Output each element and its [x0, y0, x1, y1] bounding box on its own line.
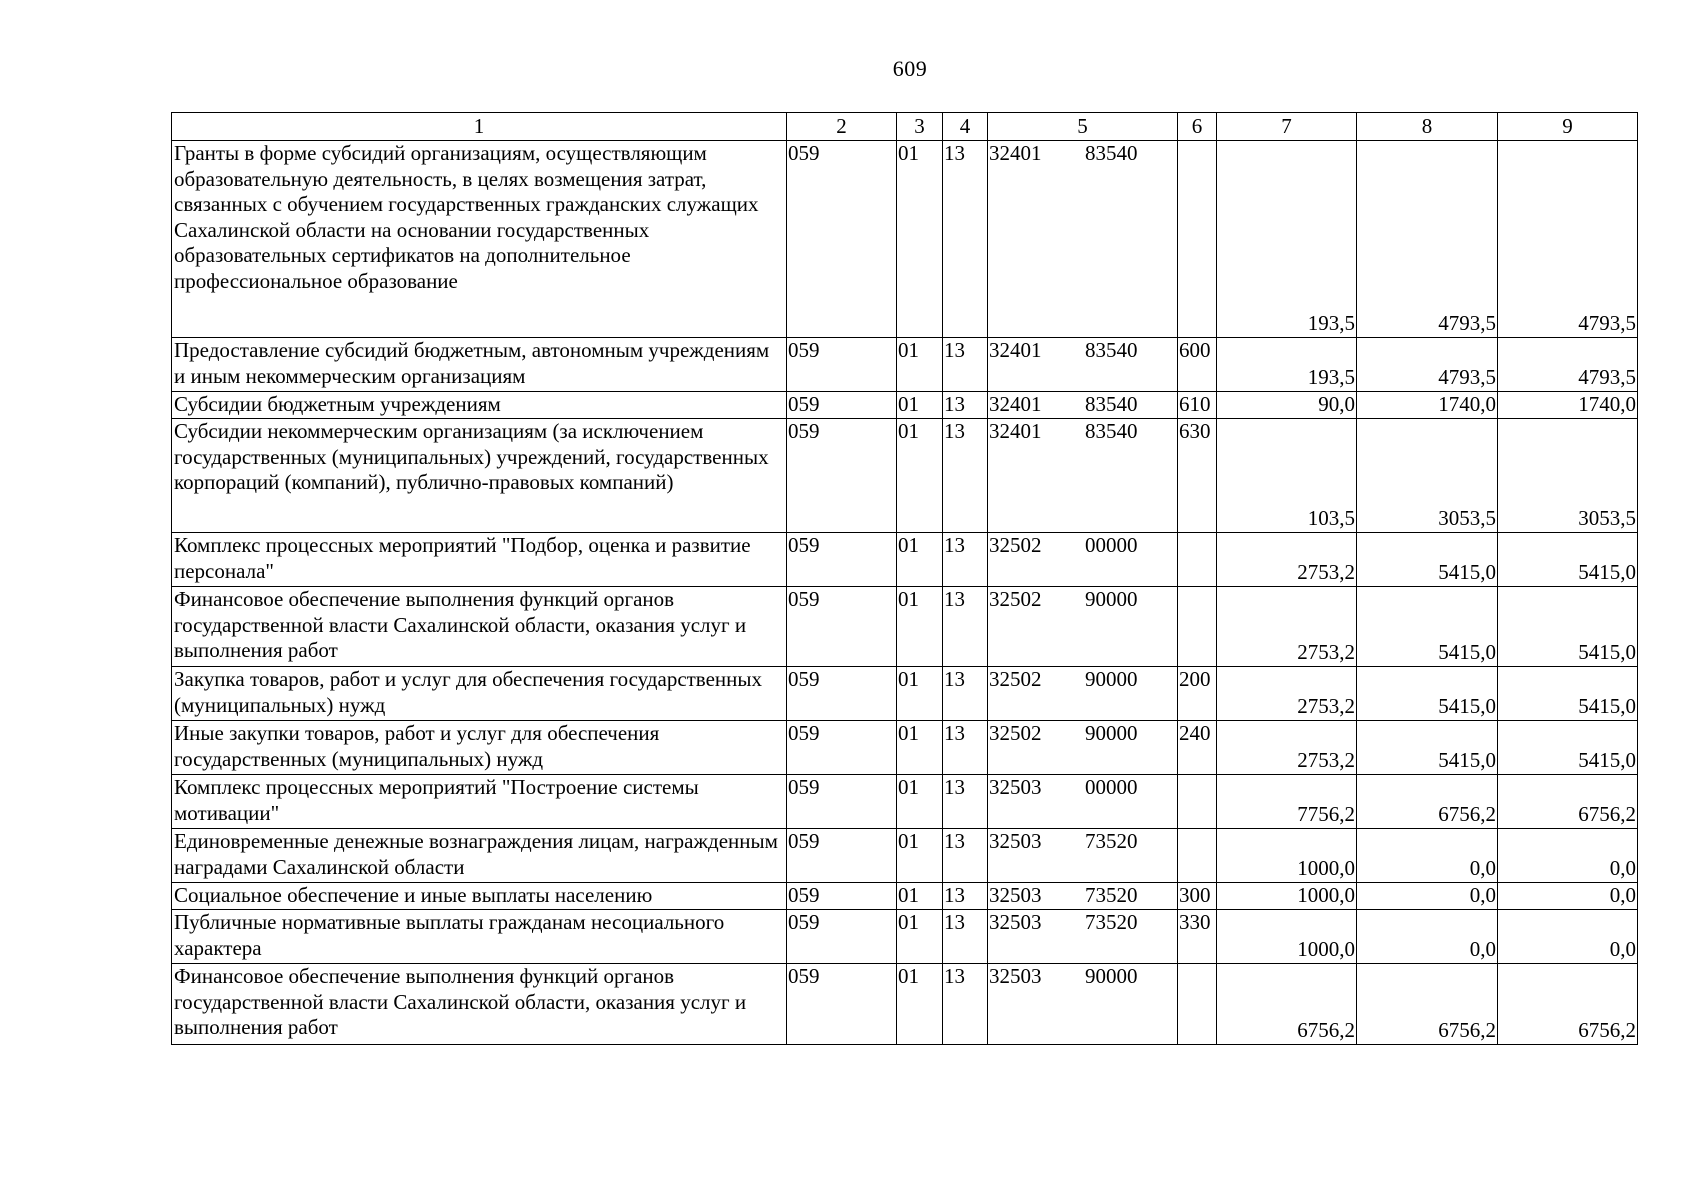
row-col-5-program: 32503 — [989, 910, 1042, 934]
row-col-5-program: 32503 — [989, 964, 1042, 988]
row-col-6: 610 — [1178, 392, 1217, 419]
row-col-5-program: 32502 — [989, 533, 1042, 557]
row-col-4: 13 — [943, 883, 988, 910]
row-col-5-direction: 00000 — [1085, 775, 1138, 799]
row-col-5-direction: 83540 — [1085, 392, 1138, 416]
row-col-3: 01 — [897, 667, 943, 721]
row-col-4: 13 — [943, 533, 988, 587]
row-name: Публичные нормативные выплаты гражданам несоциального характера — [172, 910, 787, 964]
row-col-5-direction: 90000 — [1085, 587, 1138, 611]
col-header-7: 7 — [1217, 113, 1357, 141]
row-col-9: 5415,0 — [1498, 721, 1638, 775]
row-col-7: 1000,0 — [1217, 883, 1357, 910]
col-header-4: 4 — [943, 113, 988, 141]
row-col-5-direction: 73520 — [1085, 910, 1138, 934]
row-col-2: 059 — [787, 587, 897, 667]
row-col-7: 103,5 — [1217, 419, 1357, 533]
row-col-6: 600 — [1178, 338, 1217, 392]
row-col-4: 13 — [943, 338, 988, 392]
row-col-9: 5415,0 — [1498, 667, 1638, 721]
row-col-4: 13 — [943, 721, 988, 775]
col-header-9: 9 — [1498, 113, 1638, 141]
row-name: Социальное обеспечение и иные выплаты населению — [172, 883, 787, 910]
row-col-6: 200 — [1178, 667, 1217, 721]
row-col-5 — [988, 829, 1178, 883]
row-col-4: 13 — [943, 964, 988, 1045]
row-col-5 — [988, 910, 1178, 964]
row-col-4: 13 — [943, 392, 988, 419]
row-col-4: 13 — [943, 775, 988, 829]
table-row — [172, 667, 1638, 721]
row-col-8: 6756,2 — [1357, 775, 1498, 829]
row-col-3: 01 — [897, 910, 943, 964]
row-col-6: 630 — [1178, 419, 1217, 533]
row-col-3: 01 — [897, 775, 943, 829]
row-col-9: 3053,5 — [1498, 419, 1638, 533]
row-col-2: 059 — [787, 533, 897, 587]
row-col-3: 01 — [897, 829, 943, 883]
row-col-5-direction: 90000 — [1085, 721, 1138, 745]
table-row — [172, 533, 1638, 587]
row-col-2: 059 — [787, 392, 897, 419]
table-row — [172, 910, 1638, 964]
row-name: Гранты в форме субсидий организациям, осуществляющим образовательную деятельность, в целях возмещения затрат, связанных с обучением государственных гражданских служащих Сахалинской области на основании государственных образовательных сертификатов на дополнительное профессиональное образование — [172, 141, 787, 338]
row-col-9: 4793,5 — [1498, 338, 1638, 392]
row-col-2: 059 — [787, 141, 897, 338]
row-col-7: 2753,2 — [1217, 667, 1357, 721]
row-col-7: 7756,2 — [1217, 775, 1357, 829]
row-col-5-program: 32401 — [989, 338, 1042, 362]
row-col-8: 0,0 — [1357, 910, 1498, 964]
col-header-6: 6 — [1178, 113, 1217, 141]
row-col-3: 01 — [897, 721, 943, 775]
row-col-7: 193,5 — [1217, 338, 1357, 392]
row-col-9: 1740,0 — [1498, 392, 1638, 419]
row-col-2: 059 — [787, 910, 897, 964]
table-row — [172, 141, 1638, 338]
row-col-3: 01 — [897, 392, 943, 419]
row-col-4: 13 — [943, 141, 988, 338]
row-col-6: 240 — [1178, 721, 1217, 775]
row-col-5 — [988, 587, 1178, 667]
row-col-5-program: 32503 — [989, 829, 1042, 853]
row-name: Комплекс процессных мероприятий "Подбор, оценка и развитие персонала" — [172, 533, 787, 587]
row-col-5-program: 32401 — [989, 392, 1042, 416]
table-row — [172, 392, 1638, 419]
row-col-5-direction: 73520 — [1085, 883, 1138, 907]
col-header-1: 1 — [172, 113, 787, 141]
row-col-6 — [1178, 829, 1217, 883]
row-name: Финансовое обеспечение выполнения функций органов государственной власти Сахалинской области, оказания услуг и выполнения работ — [172, 964, 787, 1045]
row-col-5 — [988, 392, 1178, 419]
row-col-6: 330 — [1178, 910, 1217, 964]
row-col-5-direction: 90000 — [1085, 964, 1138, 988]
row-col-8: 1740,0 — [1357, 392, 1498, 419]
row-col-5-direction: 83540 — [1085, 338, 1138, 362]
page-number: 609 — [892, 56, 928, 81]
row-col-6 — [1178, 775, 1217, 829]
row-col-9: 5415,0 — [1498, 587, 1638, 667]
row-col-3: 01 — [897, 533, 943, 587]
row-name: Иные закупки товаров, работ и услуг для обеспечения государственных (муниципальных) нужд — [172, 721, 787, 775]
row-col-2: 059 — [787, 964, 897, 1045]
row-col-9: 5415,0 — [1498, 533, 1638, 587]
row-col-6 — [1178, 964, 1217, 1045]
row-col-9: 0,0 — [1498, 829, 1638, 883]
row-col-4: 13 — [943, 587, 988, 667]
row-col-5 — [988, 883, 1178, 910]
row-col-9: 0,0 — [1498, 883, 1638, 910]
col-header-3: 3 — [897, 113, 943, 141]
row-col-5-direction: 73520 — [1085, 829, 1138, 853]
header-row — [172, 113, 1638, 141]
row-col-7: 2753,2 — [1217, 533, 1357, 587]
row-col-3: 01 — [897, 964, 943, 1045]
table-row — [172, 883, 1638, 910]
budget-table — [171, 112, 1638, 1045]
row-col-3: 01 — [897, 141, 943, 338]
row-col-5 — [988, 964, 1178, 1045]
col-header-2: 2 — [787, 113, 897, 141]
row-col-3: 01 — [897, 338, 943, 392]
row-col-6: 300 — [1178, 883, 1217, 910]
row-col-5-program: 32502 — [989, 667, 1042, 691]
row-col-5 — [988, 141, 1178, 338]
row-col-5-program: 32503 — [989, 883, 1042, 907]
row-col-5-program: 32401 — [989, 419, 1042, 443]
row-name: Предоставление субсидий бюджетным, автономным учреждениям и иным некоммерческим организациям — [172, 338, 787, 392]
col-header-5: 5 — [988, 113, 1178, 141]
row-col-7: 6756,2 — [1217, 964, 1357, 1045]
row-col-8: 5415,0 — [1357, 667, 1498, 721]
row-col-6 — [1178, 533, 1217, 587]
row-col-3: 01 — [897, 419, 943, 533]
row-col-8: 6756,2 — [1357, 964, 1498, 1045]
table-row — [172, 964, 1638, 1045]
row-col-5-program: 32401 — [989, 141, 1042, 165]
row-col-8: 0,0 — [1357, 883, 1498, 910]
col-header-8: 8 — [1357, 113, 1498, 141]
row-col-5-direction: 90000 — [1085, 667, 1138, 691]
row-name: Субсидии некоммерческим организациям (за исключением государственных (муниципальных) учреждений, государственных корпораций (компаний), публично-правовых компаний) — [172, 419, 787, 533]
table-row — [172, 721, 1638, 775]
row-col-7: 90,0 — [1217, 392, 1357, 419]
row-col-5-direction: 83540 — [1085, 141, 1138, 165]
row-col-5-direction: 00000 — [1085, 533, 1138, 557]
row-col-8: 5415,0 — [1357, 587, 1498, 667]
row-col-4: 13 — [943, 910, 988, 964]
row-name: Субсидии бюджетным учреждениям — [172, 392, 787, 419]
row-col-3: 01 — [897, 587, 943, 667]
row-col-4: 13 — [943, 419, 988, 533]
row-col-4: 13 — [943, 829, 988, 883]
row-col-5-program: 32503 — [989, 775, 1042, 799]
table-row — [172, 338, 1638, 392]
row-col-8: 4793,5 — [1357, 141, 1498, 338]
row-col-2: 059 — [787, 883, 897, 910]
row-col-3: 01 — [897, 883, 943, 910]
row-col-4: 13 — [943, 667, 988, 721]
row-col-2: 059 — [787, 338, 897, 392]
row-col-8: 0,0 — [1357, 829, 1498, 883]
row-col-5 — [988, 533, 1178, 587]
row-col-2: 059 — [787, 667, 897, 721]
row-col-5 — [988, 338, 1178, 392]
row-col-6 — [1178, 141, 1217, 338]
table-row — [172, 775, 1638, 829]
row-name: Единовременные денежные вознаграждения лицам, награжденным наградами Сахалинской области — [172, 829, 787, 883]
row-col-6 — [1178, 587, 1217, 667]
row-name: Закупка товаров, работ и услуг для обеспечения государственных (муниципальных) нужд — [172, 667, 787, 721]
row-col-7: 2753,2 — [1217, 587, 1357, 667]
row-col-5-program: 32502 — [989, 721, 1042, 745]
row-name: Финансовое обеспечение выполнения функций органов государственной власти Сахалинской области, оказания услуг и выполнения работ — [172, 587, 787, 667]
row-col-9: 4793,5 — [1498, 141, 1638, 338]
row-name: Комплекс процессных мероприятий "Построение системы мотивации" — [172, 775, 787, 829]
row-col-8: 3053,5 — [1357, 419, 1498, 533]
row-col-8: 5415,0 — [1357, 533, 1498, 587]
row-col-5-direction: 83540 — [1085, 419, 1138, 443]
row-col-5 — [988, 419, 1178, 533]
row-col-7: 1000,0 — [1217, 910, 1357, 964]
row-col-2: 059 — [787, 721, 897, 775]
row-col-9: 6756,2 — [1498, 775, 1638, 829]
table-row — [172, 829, 1638, 883]
table-row — [172, 419, 1638, 533]
row-col-5 — [988, 667, 1178, 721]
row-col-7: 1000,0 — [1217, 829, 1357, 883]
row-col-5 — [988, 721, 1178, 775]
row-col-7: 193,5 — [1217, 141, 1357, 338]
row-col-7: 2753,2 — [1217, 721, 1357, 775]
row-col-9: 0,0 — [1498, 910, 1638, 964]
row-col-8: 5415,0 — [1357, 721, 1498, 775]
row-col-2: 059 — [787, 419, 897, 533]
row-col-8: 4793,5 — [1357, 338, 1498, 392]
row-col-5-program: 32502 — [989, 587, 1042, 611]
row-col-2: 059 — [787, 775, 897, 829]
table-body — [172, 141, 1638, 1045]
row-col-5 — [988, 775, 1178, 829]
row-col-9: 6756,2 — [1498, 964, 1638, 1045]
table-row — [172, 587, 1638, 667]
row-col-2: 059 — [787, 829, 897, 883]
